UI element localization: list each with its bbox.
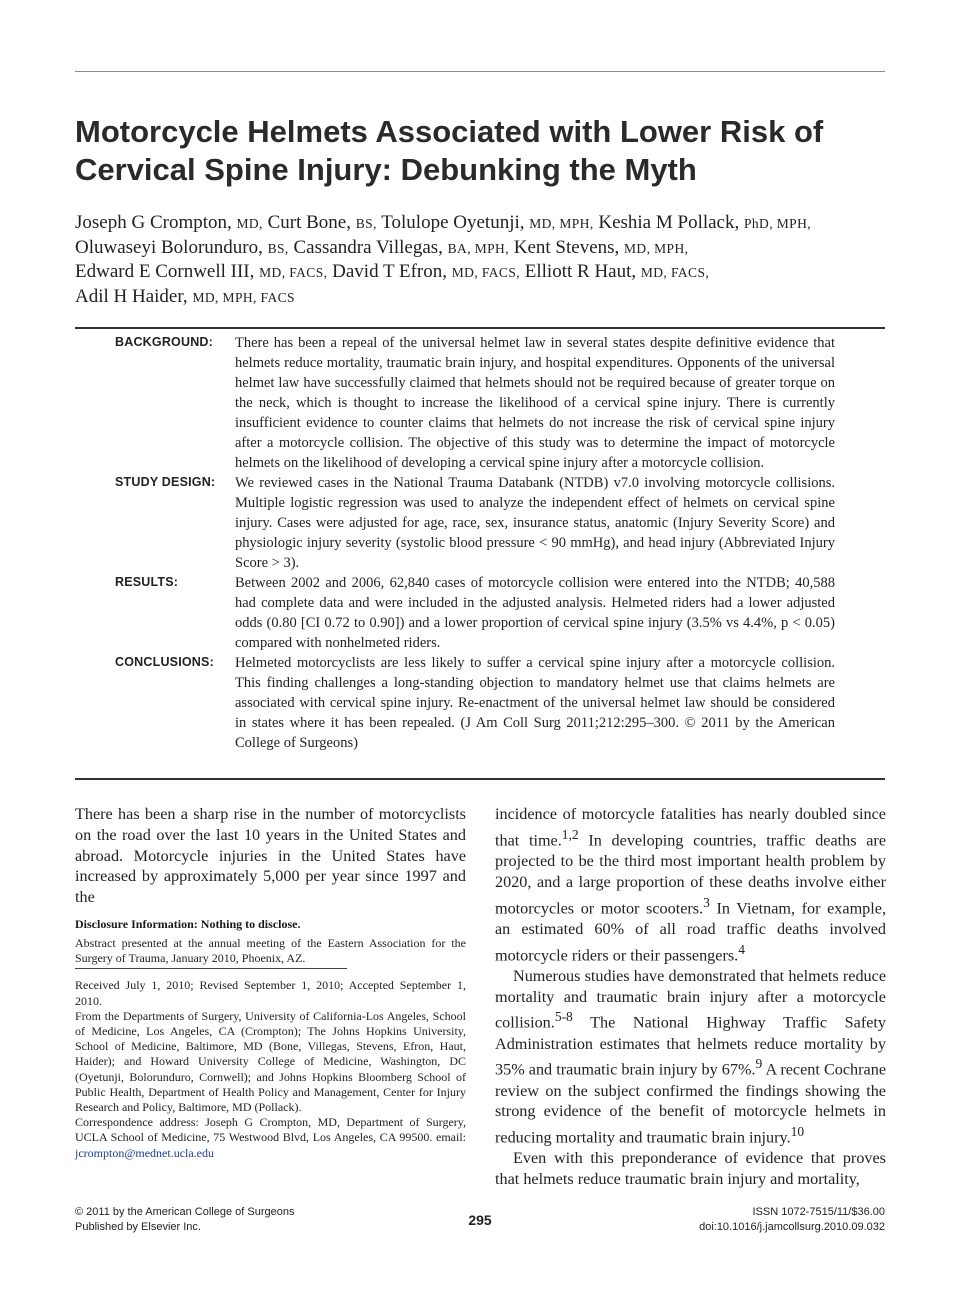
- author-degrees: MD, FACS,: [640, 265, 710, 280]
- page-number: 295: [468, 1212, 492, 1228]
- abstract: [75, 333, 885, 753]
- section-label: STUDY DESIGN:: [115, 475, 216, 489]
- author-name: Keshia M Pollack,: [598, 212, 740, 233]
- doi-line: doi:10.1016/j.jamcollsurg.2010.09.032: [699, 1221, 885, 1233]
- author-line: [75, 211, 895, 236]
- citation-ref[interactable]: 1,2: [561, 826, 579, 842]
- section-label: RESULTS:: [115, 575, 179, 589]
- citation-ref[interactable]: 9: [755, 1056, 763, 1072]
- author-name: David T Efron,: [332, 261, 448, 282]
- author-name: Joseph G Crompton,: [75, 212, 232, 233]
- author-degrees: MD,: [236, 216, 263, 231]
- citation-ref[interactable]: 10: [790, 1124, 805, 1140]
- intro-paragraph: There has been a sharp rise in the number of motorcyclists on the road over the last 10 years in the United States and abroad. Motorcycle injuries in the United States have increased by approximately 5,000 per year since 1997 and the: [75, 805, 466, 907]
- body-text: Numerous studies have demonstrated that helmets reduce mortality and traumatic brain injury after a motorcycle collision.: [495, 966, 886, 1032]
- abstract-results: [75, 573, 885, 653]
- citation-ref[interactable]: 4: [738, 941, 745, 957]
- author-degrees: BS,: [355, 216, 377, 231]
- footnotes: [75, 917, 466, 1161]
- author-name: Cassandra Villegas,: [293, 236, 443, 258]
- author-name: Curt Bone,: [267, 212, 351, 233]
- author-line: [75, 260, 895, 285]
- section-text: Helmeted motorcyclists are less likely to suffer a cervical spine injury after a motorcycle collision. This finding challenges a long-standing objection to mandatory helmet use that claims helmets are associated with cervical spine injury. Re-enactment of the universal helmet law should be considered in states where it has been repealed. (J Am Coll Surg 2011;212:295–300. © 2011 by the American College of Surgeons): [235, 655, 835, 751]
- body-text: In developing countries, traffic deaths are projected to be the third most important health problem by 2020, and a large proportion of these deaths involve either motorcycles or motor scooters.: [495, 831, 887, 917]
- body-paragraph: [495, 804, 886, 966]
- article-title: Motorcycle Helmets Associated with Lower Risk of Cervical Spine Injury: Debunking the Myth: [75, 114, 824, 187]
- received-dates: Received July 1, 2010; Revised September 1, 2010; Accepted September 1, 2010.: [75, 978, 466, 1008]
- body-paragraph: Even with this preponderance of evidence that proves that helmets reduce traumatic brain injury and mortality,: [495, 1149, 886, 1189]
- copyright-line: © 2011 by the American College of Surgeons: [75, 1206, 295, 1218]
- abstract-study-design: [75, 473, 885, 573]
- correspondence: [75, 1115, 466, 1161]
- abstract-conclusions: [75, 653, 885, 753]
- abstract-background: [75, 333, 885, 473]
- disclosure-note: Disclosure Information: Nothing to disclose.: [75, 917, 301, 931]
- author-name: Tolulope Oyetunji,: [381, 212, 525, 233]
- body-text: incidence of motorcycle fatalities has nearly doubled since that time.: [495, 805, 886, 850]
- author-name: Edward E Cornwell III,: [75, 261, 255, 282]
- author-list: [75, 211, 895, 309]
- author-name: Kent Stevens,: [513, 236, 620, 258]
- author-degrees: PhD, MPH,: [744, 216, 811, 231]
- body-paragraph: [495, 966, 886, 1149]
- author-name: Oluwaseyi Bolorunduro,: [75, 236, 263, 258]
- issn-line: ISSN 1072-7515/11/$36.00: [752, 1206, 885, 1218]
- citation-ref[interactable]: 3: [703, 894, 710, 910]
- section-text: We reviewed cases in the National Trauma Databank (NTDB) v7.0 involving motorcycle collisions. Multiple logistic regression was used to analyze the independent effect of helmets on cervical spine injury. Cases were adjusted for age, race, sex, insurance status, anatomic (Injury Severity Score) and physiologic injury severity (systolic blood pressure < 90 mmHg), and head injury (Abbreviated Injury Score > 3).: [235, 475, 835, 571]
- header-rule: [75, 71, 885, 72]
- abstract-bottom-rule: [75, 778, 885, 780]
- section-label: BACKGROUND:: [115, 335, 214, 349]
- author-degrees: BS,: [267, 240, 289, 256]
- section-text: Between 2002 and 2006, 62,840 cases of motorcycle collision were entered into the NTDB; 40,588 had complete data and were included in the adjusted analysis. Helmeted riders had a lower adjusted odds (0.80 [CI 0.72 to 0.90]) and a lower proportion of cervical spine injury (3.5% vs 4.4%, p < 0.05) compared with nonhelmeted riders.: [235, 575, 835, 651]
- body-text: The National Highway Traffic Safety Administration estimates that helmets reduce mortality by 35% and traumatic brain injury by 67%.: [495, 1013, 886, 1079]
- section-text: There has been a repeal of the universal helmet law in several states despite definitive evidence that helmets reduce mortality, traumatic brain injury, and hospital expenditures. Opponents of the universal helmet law have successfully claimed that helmets should not be required because of greater torque on the neck, which is thought to increase the likelihood of a cervical spine injury. There is currently insufficient evidence to counter claims that helmets do not increase the risk of cervical spine injury after a motorcycle collision. The objective of this study was to determine the impact of motorcycle helmets on the likelihood of developing a cervical spine injury after a motorcycle collision.: [235, 335, 835, 471]
- footnote-rule: [75, 968, 347, 969]
- author-name: Elliott R Haut,: [524, 261, 637, 282]
- footer-right: [699, 1205, 885, 1235]
- author-degrees: MD, MPH,: [624, 240, 689, 256]
- author-line: [75, 236, 895, 261]
- abstract-top-rule: [75, 327, 885, 329]
- email-link[interactable]: jcrompton@mednet.ucla.edu: [75, 1145, 215, 1160]
- presentation-note: Abstract presented at the annual meeting of the Eastern Association for the Surgery of Trauma, January 2010, Phoenix, AZ.: [75, 936, 466, 966]
- author-degrees: MD, MPH,: [529, 216, 594, 231]
- author-degrees: MD, MPH, FACS: [192, 289, 295, 305]
- publisher-line: Published by Elsevier Inc.: [75, 1221, 201, 1233]
- correspondence-address: Correspondence address: Joseph G Crompton, MD, Department of Surgery, UCLA School of Medicine, 75 Westwood Blvd, Los Angeles, CA 99500. email:: [75, 1115, 466, 1145]
- section-label: CONCLUSIONS:: [115, 655, 214, 669]
- author-name: Adil H Haider,: [75, 285, 188, 307]
- author-line: [75, 285, 895, 310]
- citation-ref[interactable]: 5-8: [554, 1009, 573, 1025]
- author-degrees: BA, MPH,: [447, 240, 509, 256]
- body-text: A recent Cochrane review on the subject confirmed the findings showing the strong evidence of the benefit of motorcycle helmets in reducing mortality and traumatic brain injury.: [495, 1060, 887, 1147]
- body-text: In Vietnam, for example, an estimated 60% of all road traffic deaths involved motorcycle riders or their passengers.: [495, 898, 886, 964]
- right-column: [495, 804, 886, 1190]
- affiliations: From the Departments of Surgery, University of California-Los Angeles, School of Medicine, Los Angeles, CA (Crompton); The Johns Hopkins University, School of Medicine, Baltimore, MD (Bone, Villegas, Stevens, Efron, Haut, Haider); and Howard University College of Medicine, Washington, DC (Oyetunji, Bolorunduro, Cornwell); and Johns Hopkins Bloomberg School of Public Health, Department of Health Policy and Management, Center for Injury Research and Policy, Baltimore, MD (Pollack).: [75, 1008, 466, 1115]
- author-degrees: MD, FACS,: [451, 265, 521, 280]
- author-degrees: MD, FACS,: [259, 265, 328, 280]
- page-footer: [75, 1205, 885, 1237]
